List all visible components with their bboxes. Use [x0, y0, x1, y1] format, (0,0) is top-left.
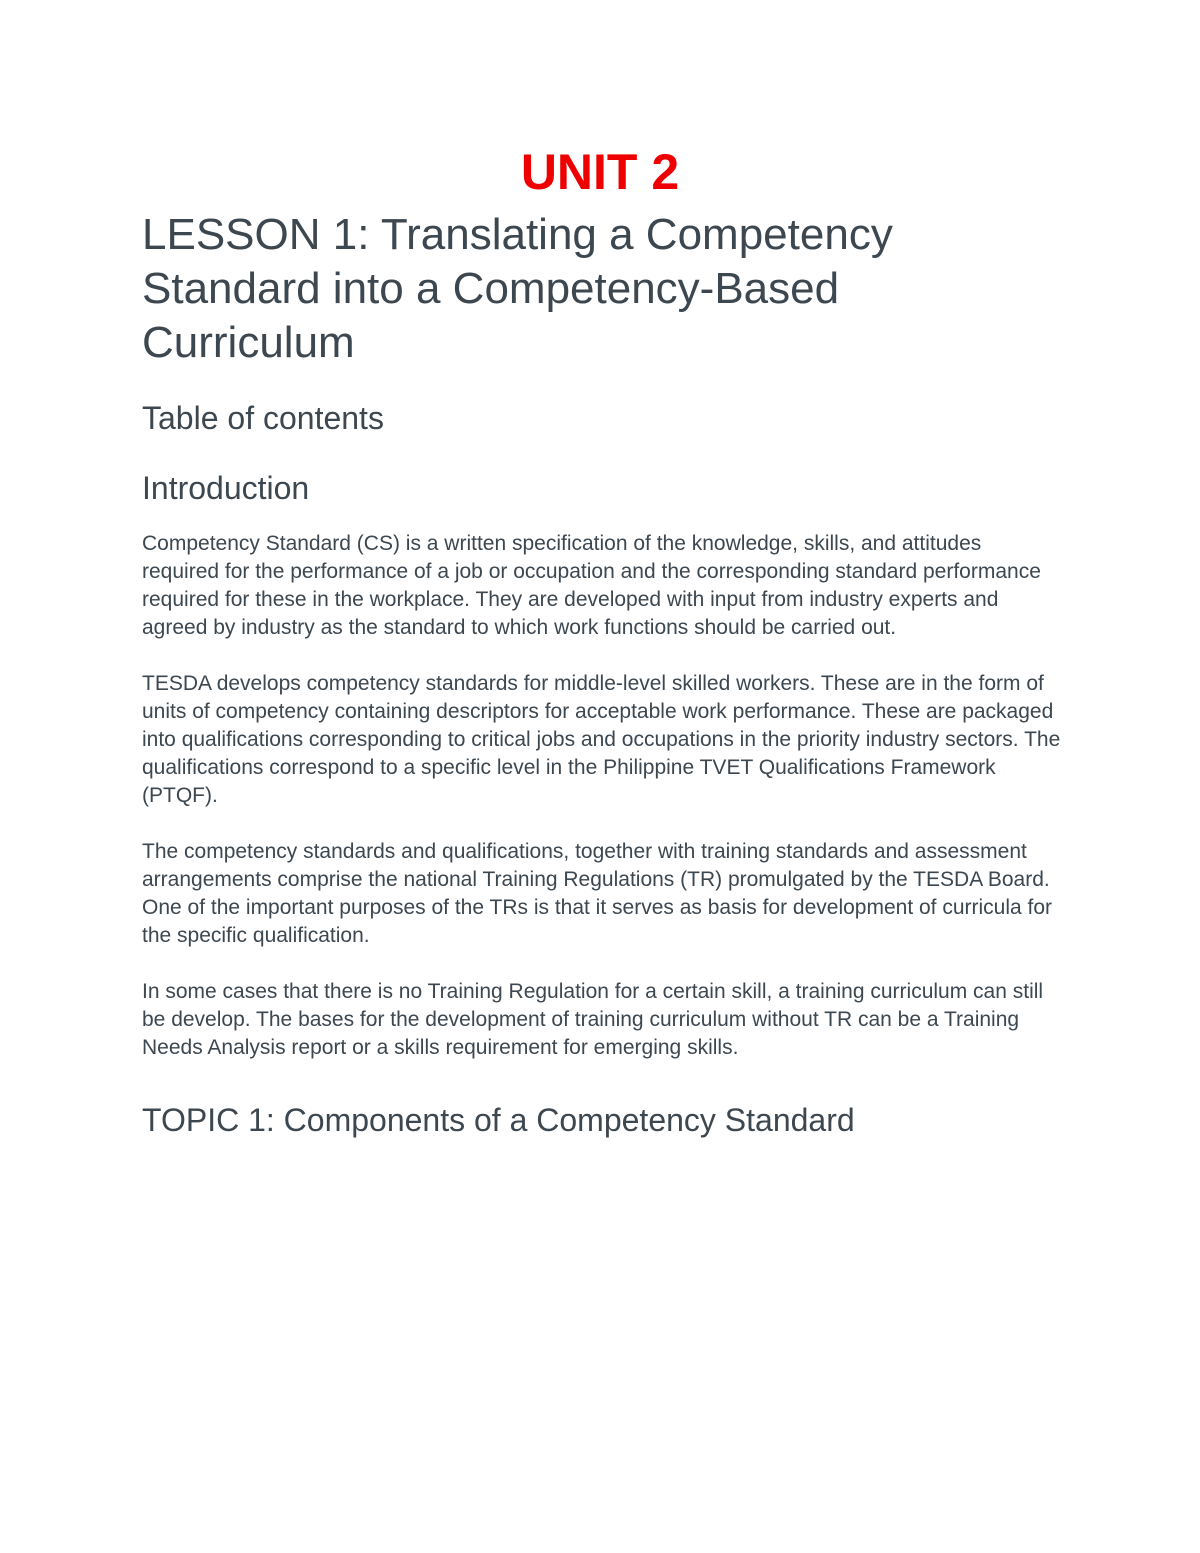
topic-1-heading: TOPIC 1: Components of a Competency Standard: [142, 1102, 855, 1138]
paragraph-competency-standard: Competency Standard (CS) is a written specification of the knowledge, skills, and attitudes required for the performance of a job or occupation and the corresponding standard performance required for these in the workplace. They are developed with input from industry experts and agreed by industry as the standard to which work functions should be carried out.: [142, 532, 1041, 639]
paragraph-tesda-standards: TESDA develops competency standards for middle-level skilled workers. These are in the form of units of competency containing descriptors for acceptable work performance. These are packaged into qualifications corresponding to critical jobs and occupations in the priority industry sectors. The qualifications correspond to a specific level in the Philippine TVET Qualifications Framework (PTQF).: [142, 672, 1061, 807]
table-of-contents-heading: Table of contents: [142, 400, 384, 436]
page-content: [142, 140, 1062, 1140]
introduction-heading: Introduction: [142, 470, 310, 506]
unit-title: UNIT 2: [520, 144, 680, 200]
paragraph-training-regulations: The competency standards and qualifications, together with training standards and assessment arrangements comprise the national Training Regulations (TR) promulgated by the TESDA Board. One of the important purposes of the TRs is that it serves as basis for development of curricula for the specific qualification.: [142, 840, 1053, 947]
paragraph-no-training-regulation: In some cases that there is no Training Regulation for a certain skill, a training curriculum can still be develop. The bases for the development of training curriculum without TR can be a Training Needs Analysis report or a skills requirement for emerging skills.: [142, 980, 1044, 1059]
lesson-title: LESSON 1: Translating a Competency Standard into a Competency-Based Curriculum: [142, 210, 893, 367]
